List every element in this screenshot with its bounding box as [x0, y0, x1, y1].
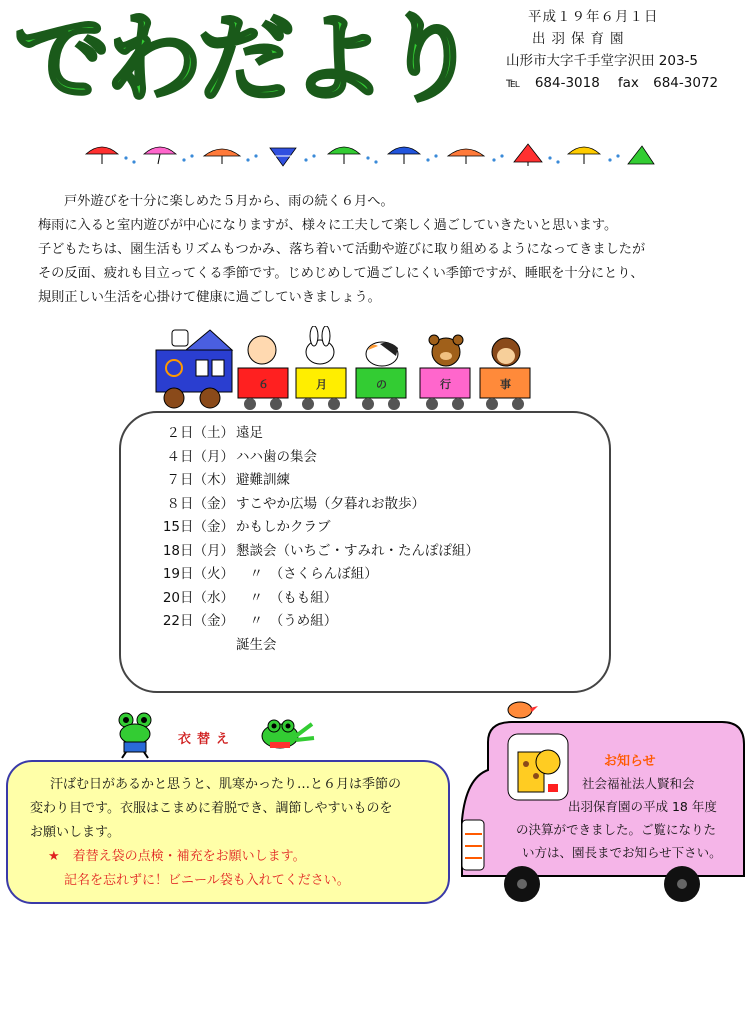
event-row [148, 422, 479, 446]
umbrella-icon-2 [144, 147, 176, 164]
org-address: 山形市大字千手堂字沢田 203-5 [506, 53, 699, 69]
event-date: 22日（金） [162, 613, 234, 629]
event-row [148, 493, 479, 517]
notice-text [516, 772, 746, 864]
notice-line: の決算ができました。ご覧になりた [516, 822, 717, 837]
train-label-3: の [376, 378, 387, 391]
events-list [148, 422, 479, 657]
tel-label: ℡ [506, 75, 521, 91]
train-icon [150, 326, 550, 412]
event-date: ８日（金） [166, 495, 234, 512]
event-name: 懇談会（いちご・すみれ・たんぽぽ組） [236, 542, 479, 559]
event-date: ７日（木） [166, 472, 234, 488]
train-label-5: 事 [500, 378, 511, 391]
umbrella-icon-10 [628, 146, 654, 164]
fax-label: fax [617, 75, 639, 91]
event-row [148, 446, 479, 470]
event-name: 〃 （もも組） [236, 589, 338, 606]
event-date [148, 634, 234, 658]
event-name: かもしかクラブ [236, 519, 331, 535]
title-logo [8, 0, 478, 115]
umbrella-icons [82, 138, 662, 170]
event-date: 18日（月） [162, 542, 234, 559]
intro-line: 梅雨に入ると室内遊びが中心になりますが、様々に工夫して楽しく過ごしていきたいと思います。 [38, 218, 618, 233]
umbrella-border [82, 138, 662, 170]
koromogae-line: 変わり目です。衣服はこまめに着脱でき、調節しやすいものを [30, 801, 393, 816]
umbrella-icon-4 [270, 148, 296, 166]
org-name: 出羽保育園 [532, 31, 630, 47]
koromogae-note: 記名を忘れずに！ビニール袋も入れてください。 [64, 873, 350, 888]
train-car-4 [420, 335, 470, 410]
koromogae-title: 衣替え [178, 732, 236, 747]
event-date: 20日（水） [162, 589, 234, 606]
contact-line [506, 72, 746, 94]
intro-line: 子どもたちは、園生活もリズムもつかみ、落ち着いて活動や遊びに取り組めるようになってきましたが [38, 242, 646, 257]
event-row [148, 610, 479, 634]
event-date: ４日（月） [166, 448, 234, 465]
train-car-2 [296, 326, 346, 410]
notice-line: 社会福祉法人賢和会 [582, 776, 695, 791]
fax-number: 684-3072 [653, 75, 719, 91]
intro-paragraph [38, 190, 728, 310]
intro-line: その反面、疲れも目立ってくる季節です。じめじめして過ごしにくい季節ですが、睡眠を十分にとり、 [38, 266, 644, 281]
train-car-5 [480, 338, 530, 410]
event-row [148, 516, 479, 540]
train-car-1 [238, 336, 288, 410]
header-info [506, 6, 746, 94]
notice-line: 出羽保育園の平成 18 年度 [568, 799, 717, 814]
umbrella-icon-1 [86, 147, 118, 164]
event-name: 〃 （うめ組） [236, 613, 338, 629]
tel-number: 684-3018 [534, 75, 600, 91]
train-label-4: 行 [440, 378, 451, 391]
umbrella-icon-8 [514, 144, 542, 166]
event-date: ２日（土） [166, 425, 234, 441]
event-row [148, 587, 479, 611]
event-name: ハハ歯の集会 [236, 448, 317, 465]
koromogae-note: ★ 着替え袋の点検・補充をお願いします。 [48, 849, 306, 864]
umbrella-icon-3 [204, 149, 240, 164]
event-date: 15日（金） [162, 519, 234, 535]
intro-line: 規則正しい生活を心掛けて健康に過ごしていきましょう。 [38, 290, 381, 305]
event-name: 誕生会 [236, 636, 277, 653]
intro-line: 戸外遊びを十分に楽しめた５月から、雨の続く６月へ。 [64, 194, 394, 209]
umbrella-icon-6 [388, 147, 420, 164]
event-name: 避難訓練 [236, 472, 290, 488]
newsletter-title: でわだより [14, 3, 474, 115]
issue-date: 平成１９年６月１日 [528, 9, 659, 25]
umbrella-icon-5 [328, 147, 360, 164]
event-row [148, 469, 479, 493]
event-name: すこやか広場（夕暮れお散歩） [236, 495, 425, 512]
koromogae-text [30, 773, 440, 893]
event-date: 19日（火） [162, 566, 234, 582]
event-row [148, 563, 479, 587]
train-illustration [150, 326, 550, 412]
event-row [148, 634, 479, 658]
train-label-1: ６ [258, 378, 269, 391]
koromogae-line: 汗ばむ日があるかと思うと、肌寒かったり…と６月は季節の [50, 777, 402, 792]
event-name: 遠足 [236, 425, 263, 441]
umbrella-icon-9 [568, 147, 600, 164]
train-label-2: 月 [316, 378, 327, 391]
notice-line: い方は、園長までお知らせ下さい。 [522, 845, 722, 860]
notice-title: お知らせ [604, 754, 656, 769]
koromogae-line: お願いします。 [30, 825, 120, 840]
event-row [148, 540, 479, 564]
umbrella-icon-7 [448, 149, 484, 164]
event-name: 〃 （さくらんぼ組） [236, 566, 378, 582]
